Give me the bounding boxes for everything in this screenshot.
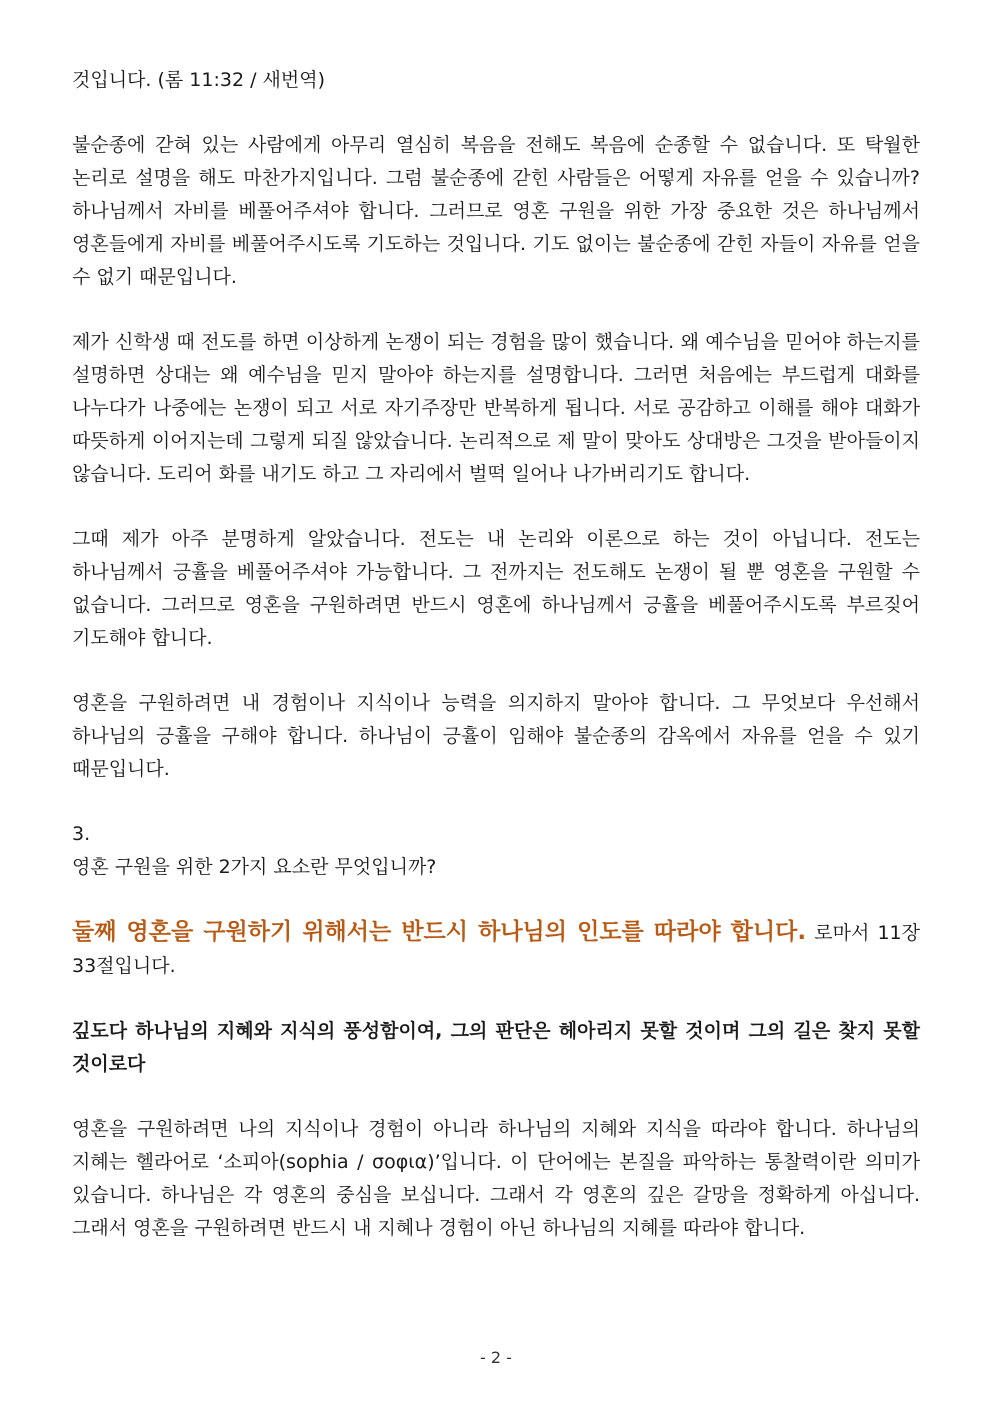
heading-verse-ref: 로마서 11장 33절입니다. <box>72 922 920 977</box>
paragraph-seek-mercy: 영혼을 구원하려면 내 경험이나 지식이나 능력을 의지하지 말아야 합니다. 그 무엇보다 우선해서 하나님의 긍휼을 구해야 합니다. 하나님이 긍휼이 임해야 불순종의 감옥에서 자유를 얻을 수 있기 때문입니다. <box>72 692 920 780</box>
paragraph-evangelism-realization: 그때 제가 아주 분명하게 알았습니다. 전도는 내 논리와 이론으로 하는 것이 아닙니다. 전도는 하나님께서 긍휼을 베풀어주셔야 가능합니다. 그 전까지는 전도해도 논쟁이 될 뿐 영혼을 구원할 수 없습니다. 그러므로 영혼을 구원하려면 반드시 영혼에 하나님께서 긍휼을 베풀어주시도록 부르짖어 기도해야 합니다. <box>72 528 920 649</box>
document-page <box>72 64 920 1245</box>
question-text: 영혼 구원을 위한 2가지 요소란 무엇입니까? <box>72 856 437 878</box>
section-heading <box>72 916 920 983</box>
paragraph-seminary-experience: 제가 신학생 때 전도를 하면 이상하게 논쟁이 되는 경험을 많이 했습니다. 왜 예수님을 믿어야 하는지를 설명하면 상대는 왜 예수님을 믿지 말아야 하는지를 설명합니다. 그러면 처음에는 부드럽게 대화를 나누다가 나중에는 논쟁이 되고 서로 자기주장만 반복하게 됩니다. 서로 공감하고 이해를 해야 대화가 따뜻하게 이어지는데 그렇게 되질 않았습니다. 논리적으로 제 말이 맞아도 상대방은 그것을 받아들이지 않습니다. 도리어 화를 내기도 하고 그 자리에서 벌떡 일어나 나가버리기도 합니다. <box>72 331 920 485</box>
paragraph-disobedience: 불순종에 갇혀 있는 사람에게 아무리 열심히 복음을 전해도 복음에 순종할 수 없습니다. 또 탁월한 논리로 설명을 해도 마찬가지입니다. 그럼 불순종에 갇힌 사람들은 어떻게 자유를 얻을 수 있습니까? 하나님께서 자비를 베풀어주셔야 합니다. 그러므로 영혼 구원을 위한 가장 중요한 것은 하나님께서 영혼들에게 자비를 베풀어주시도록 기도하는 것입니다. 기도 없이는 불순종에 갇힌 자들이 자유를 얻을 수 없기 때문입니다. <box>72 134 920 288</box>
paragraph-wisdom: 영혼을 구원하려면 나의 지식이나 경험이 아니라 하나님의 지혜와 지식을 따라야 합니다. 하나님의 지혜는 헬라어로 ‘소피아(sophia / σοφια)’입니다. 이 단어에는 본질을 파악하는 통찰력이란 의미가 있습니다. 하나님은 각 영혼의 중심을 보십니다. 그래서 각 영혼의 깊은 갈망을 정확하게 아십니다. 그래서 영혼을 구원하려면 반드시 내 지혜나 경험이 아닌 하나님의 지혜를 따라야 합니다. <box>72 1118 920 1239</box>
scripture-quote: 깊도다 하나님의 지혜와 지식의 풍성함이여, 그의 판단은 헤아리지 못할 것이며 그의 길은 찾지 못할 것이로다 <box>72 1020 920 1075</box>
question-number: 3. <box>72 823 91 845</box>
highlighted-heading: 둘째 영혼을 구원하기 위해서는 반드시 하나님의 인도를 따라야 합니다. <box>72 919 807 945</box>
page-number: - 2 - <box>480 1348 512 1367</box>
paragraph-verse-ref: 것입니다. (롬 11:32 / 새번역) <box>72 69 326 91</box>
